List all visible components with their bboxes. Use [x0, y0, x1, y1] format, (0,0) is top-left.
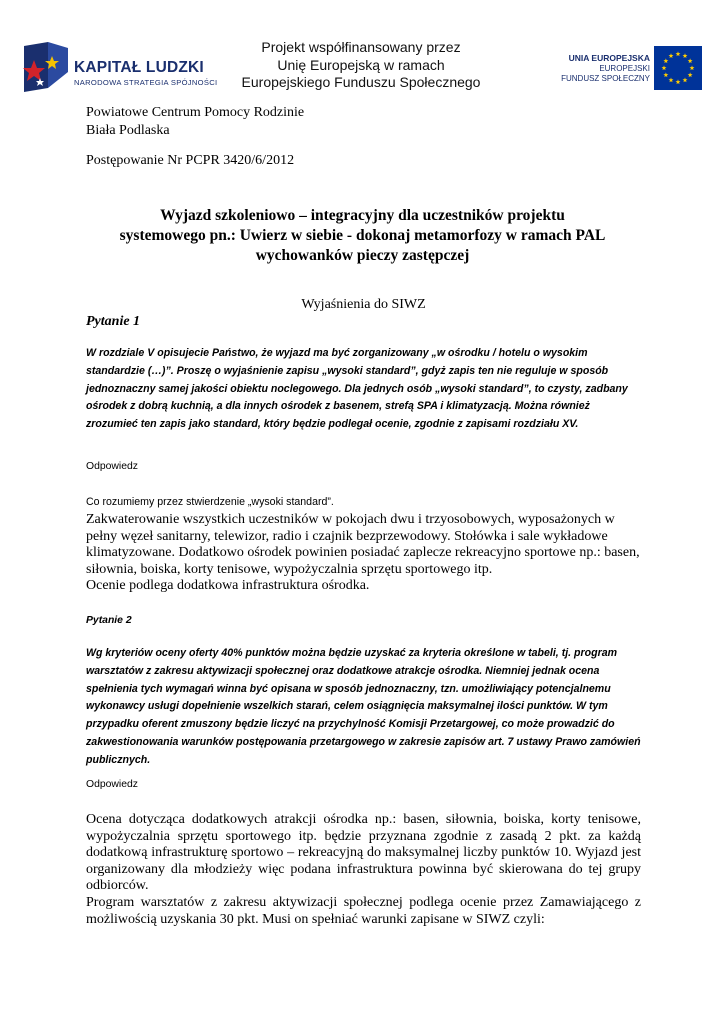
answer-1-intro: Co rozumiemy przez stwierdzenie „wysoki standard”. [86, 496, 334, 508]
answer-1-body [86, 512, 641, 595]
kapital-ludzki-title: KAPITAŁ LUDZKI [74, 59, 204, 76]
cofinancing-line-3: Europejskiego Funduszu Społecznego [241, 74, 481, 90]
case-number: Postępowanie Nr PCPR 3420/6/2012 [86, 153, 295, 168]
answer-1-tail: Ocenie podlega dodatkowa infrastruktura ośrodka. [86, 578, 370, 594]
eu-logo-line-1: UNIA EUROPEJSKA [568, 53, 650, 63]
kapital-ludzki-subtitle: NARODOWA STRATEGIA SPÓJNOŚCI [74, 78, 218, 87]
eu-logo-line-3: FUNDUSZ SPOŁECZNY [561, 74, 650, 83]
eu-social-fund-logo [530, 46, 710, 96]
answer-1-label: Odpowiedz [86, 461, 138, 472]
institution-address [86, 104, 641, 139]
eu-flag-icon [654, 46, 702, 90]
eu-logo-text [561, 52, 650, 84]
title-line-1: Wyjazd szkoleniowo – integracyjny dla uczestników projektu [160, 207, 565, 224]
document-subtitle: Wyjaśnienia do SIWZ [301, 297, 426, 312]
address-line-2: Biała Podlaska [86, 122, 170, 138]
cofinancing-line-2: Unię Europejską w ramach [277, 56, 445, 73]
kapital-ludzki-emblem-icon [22, 42, 70, 92]
kapital-ludzki-logo [22, 42, 222, 94]
address-line-1: Powiatowe Centrum Pomocy Rodzinie [86, 105, 305, 120]
cofinancing-header [230, 39, 492, 92]
answer-2-body [86, 812, 641, 928]
answer-2-label: Odpowiedz [86, 779, 138, 790]
answer-2-paragraph-2: Program warsztatów z zakresu aktywizacji społecznej podlega ocenie przez Zamawiającego z możliwością uzyskania 30 pkt. Musi on spełniać warunki zapisane w SIWZ czyli: [86, 894, 641, 927]
answer-1-paragraph: Zakwaterowanie wszystkich uczestników w pokojach dwu i trzyosobowych, wyposażonych w pełny węzeł sanitarny, telewizor, radio i czajnik bezprzewodowy. Stołówka i sale wykładowe klimatyzowane. Dodatkowo ośrodek powinien posiadać zaplecze rekreacyjno sportowe np.: basen, siłownia, boiska, korty tenisowe, wypożyczalnia sprzętu sportowego itp. [86, 512, 640, 577]
eu-logo-line-2: EUROPEJSKI [599, 64, 650, 73]
question-1-text: W rozdziale V opisujecie Państwo, że wyjazd ma być zorganizowany „w ośrodku / hotelu o wysokim standardzie (…)”. Proszę o wyjaśnienie zapisu „wysoki standard”, gdyż zapis ten nie reguluje w sposób jednoznaczny samej jakości obiektu noclegowego. Dla jednych osób „wysoki standard”, to czysty, zadbany ośrodek z dobrą kuchnią, a dla innych ośrodek z basenem, strefą SPA i klimatyzacją. Można również zrozumieć ten zapis jako standard, który będzie podlegał ocenie, zgodnie z zapisami rozdziału XV. [86, 347, 628, 431]
question-2-text: Wg kryteriów oceny oferty 40% punktów można będzie uzyskać za kryteria określone w tabeli, tj. program warsztatów z zakresu aktywizacji społecznej oraz dodatkowe atrakcje ośrodka. Niemniej jednak ocena spełnienia tych wymagań winna być opisana w sposób jednoznaczny, tzn. umożliwiający potencjalnemu wykonawcy usługi dopełnienie wszelkich starań, celem osiągnięcia maksymalnej ilości punktów. W tym przypadku oferent zmuszony będzie liczyć na przychylność Komisji Przetargowej, co może prowadzić do zakwestionowania warunków postępowania przetargowego w zakresie zapisów art. 7 ustawy Prawo zamówień publicznych. [86, 647, 641, 766]
cofinancing-line-1: Projekt współfinansowany przez [261, 39, 461, 55]
question-1-label: Pytanie 1 [86, 314, 141, 329]
document-title [80, 206, 645, 266]
question-2-label: Pytanie 2 [86, 615, 132, 626]
answer-2-paragraph-1: Ocena dotycząca dodatkowych atrakcji ośrodka np.: basen, siłownia, boiska, korty tenisowe, wypożyczalnia sprzętu sportowego itp. będzie przyznana zgodnie z zasadą 2 pkt. za każdą dodatkową infrastrukturę sportowo – rekreacyjną do maksymalnej liczby punktów 10. Wyjazd jest organizowany dla młodzieży więc podana infrastruktura powinna być skierowana do tej grupy odbiorców. [86, 812, 641, 894]
title-line-2: systemowego pn.: Uwierz w siebie - dokonaj metamorfozy w ramach PAL [119, 227, 606, 244]
title-line-3: wychowanków pieczy zastępczej [255, 247, 470, 264]
